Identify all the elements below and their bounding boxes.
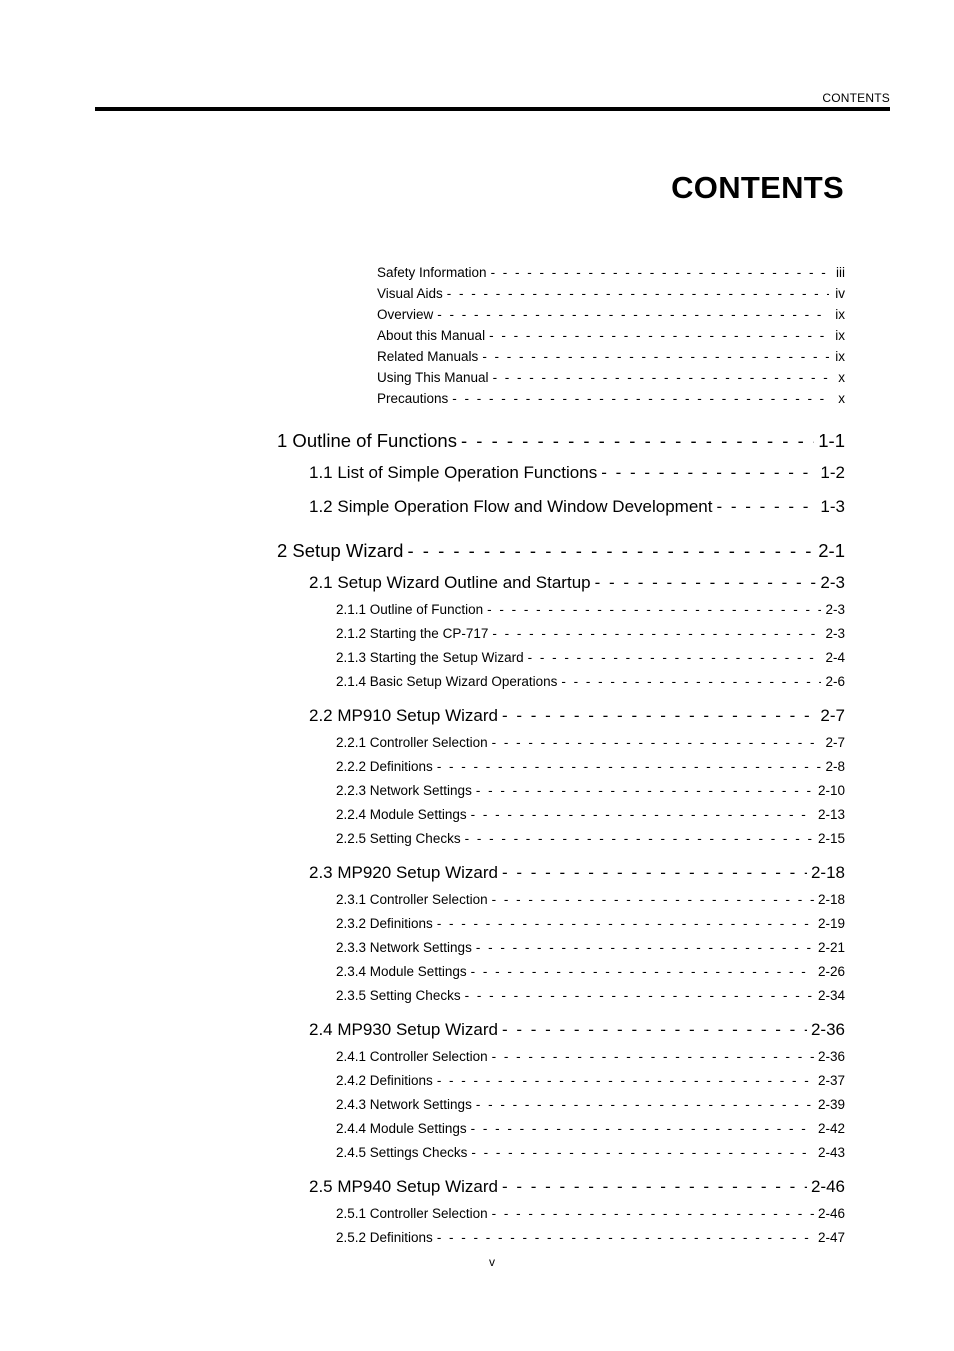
front-matter-entry-page-number: ix <box>835 349 845 364</box>
section-entry[interactable] <box>309 1020 845 1040</box>
front-matter-entry[interactable] <box>377 328 845 343</box>
dot-leader <box>471 1145 814 1160</box>
page-title: CONTENTS <box>671 170 844 205</box>
front-matter-entry-label: Safety Information <box>377 265 487 280</box>
subsection-entry[interactable] <box>336 940 845 955</box>
subsection-entry-page-number: 2-10 <box>817 783 845 798</box>
dot-leader <box>407 540 814 562</box>
subsection-entry-label: 2.4.4 Module Settings <box>336 1121 467 1136</box>
subsection-entry-page-number: 2-13 <box>817 807 845 822</box>
dot-leader <box>491 265 829 280</box>
section-entry-label: 1.1 List of Simple Operation Functions <box>309 463 598 482</box>
front-matter-entry[interactable] <box>377 391 845 406</box>
section-entry[interactable] <box>309 863 845 883</box>
dot-leader <box>489 328 829 343</box>
dot-leader <box>502 1177 807 1197</box>
subsection-entry-label: 2.4.1 Controller Selection <box>336 1049 488 1064</box>
dot-leader <box>502 1020 807 1040</box>
subsection-entry-page-number: 2-4 <box>825 650 845 665</box>
dot-leader <box>601 463 816 483</box>
dot-leader <box>437 916 814 931</box>
chapter-entry[interactable] <box>277 540 845 562</box>
section-entry-label: 2.4 MP930 Setup Wizard <box>309 1020 498 1039</box>
subsection-entry-page-number: 2-34 <box>817 988 845 1003</box>
subsection-entry-label: 2.5.2 Definitions <box>336 1230 433 1245</box>
subsection-entry[interactable] <box>336 650 845 665</box>
subsection-entry[interactable] <box>336 674 845 689</box>
subsection-entry-page-number: 2-37 <box>817 1073 845 1088</box>
dot-leader <box>482 349 829 364</box>
dot-leader <box>492 1206 814 1221</box>
section-entry-label: 2.1 Setup Wizard Outline and Startup <box>309 573 591 592</box>
section-entry-page-number: 2-3 <box>820 573 845 592</box>
chapter-entry-page-number: 2-1 <box>818 540 845 561</box>
subsection-entry-page-number: 2-7 <box>825 735 845 750</box>
chapter-entry-label: 2 Setup Wizard <box>277 540 404 561</box>
dot-leader <box>493 370 829 385</box>
subsection-entry-page-number: 2-21 <box>817 940 845 955</box>
subsection-entry[interactable] <box>336 783 845 798</box>
dot-leader <box>452 391 829 406</box>
page-folio: v <box>489 1255 495 1269</box>
dot-leader <box>471 1121 814 1136</box>
subsection-entry-page-number: 2-47 <box>817 1230 845 1245</box>
subsection-entry[interactable] <box>336 1073 845 1088</box>
dot-leader <box>437 307 829 322</box>
subsection-entry-label: 2.3.2 Definitions <box>336 916 433 931</box>
subsection-entry-label: 2.2.5 Setting Checks <box>336 831 461 846</box>
subsection-entry[interactable] <box>336 626 845 641</box>
subsection-entry-page-number: 2-3 <box>825 602 845 617</box>
subsection-entry[interactable] <box>336 759 845 774</box>
front-matter-entry-page-number: x <box>838 370 845 385</box>
front-matter-entry[interactable] <box>377 370 845 385</box>
subsection-entry-page-number: 2-8 <box>825 759 845 774</box>
section-entry-page-number: 2-46 <box>810 1177 845 1196</box>
subsection-entry[interactable] <box>336 807 845 822</box>
subsection-entry-label: 2.4.5 Settings Checks <box>336 1145 468 1160</box>
subsection-entry-page-number: 2-46 <box>817 1206 845 1221</box>
dot-leader <box>437 759 822 774</box>
dot-leader <box>716 497 816 517</box>
section-entry-page-number: 1-2 <box>820 463 845 482</box>
subsection-entry-page-number: 2-15 <box>817 831 845 846</box>
front-matter-entry-page-number: ix <box>835 307 845 322</box>
section-entry-label: 2.3 MP920 Setup Wizard <box>309 863 498 882</box>
subsection-entry-page-number: 2-26 <box>817 964 845 979</box>
subsection-entry[interactable] <box>336 831 845 846</box>
dot-leader <box>528 650 822 665</box>
dot-leader <box>476 1097 814 1112</box>
subsection-entry-page-number: 2-3 <box>825 626 845 641</box>
section-entry-page-number: 2-7 <box>820 706 845 725</box>
section-entry-page-number: 2-18 <box>810 863 845 882</box>
dot-leader <box>492 735 822 750</box>
dot-leader <box>502 706 816 726</box>
subsection-entry-label: 2.2.4 Module Settings <box>336 807 467 822</box>
front-matter-entry[interactable] <box>377 286 845 301</box>
dot-leader <box>492 892 814 907</box>
subsection-entry-label: 2.4.3 Network Settings <box>336 1097 472 1112</box>
dot-leader <box>471 807 814 822</box>
subsection-entry-label: 2.1.3 Starting the Setup Wizard <box>336 650 524 665</box>
section-entry[interactable] <box>309 573 845 593</box>
front-matter-entry-label: Precautions <box>377 391 449 406</box>
section-entry-page-number: 2-36 <box>810 1020 845 1039</box>
subsection-entry[interactable] <box>336 1097 845 1112</box>
dot-leader <box>476 783 814 798</box>
front-matter-entry-label: About this Manual <box>377 328 486 343</box>
subsection-entry[interactable] <box>336 916 845 931</box>
subsection-entry-label: 2.3.5 Setting Checks <box>336 988 461 1003</box>
front-matter-entry-page-number: iv <box>835 286 845 301</box>
subsection-entry-page-number: 2-36 <box>817 1049 845 1064</box>
dot-leader <box>461 430 814 452</box>
front-matter-entry-page-number: iii <box>836 265 845 280</box>
section-entry-label: 2.2 MP910 Setup Wizard <box>309 706 498 725</box>
subsection-entry[interactable] <box>336 602 845 617</box>
dot-leader <box>465 988 814 1003</box>
subsection-entry-page-number: 2-6 <box>825 674 845 689</box>
subsection-entry[interactable] <box>336 1121 845 1136</box>
subsection-entry[interactable] <box>336 735 845 750</box>
dot-leader <box>471 964 814 979</box>
subsection-entry[interactable] <box>336 964 845 979</box>
subsection-entry-label: 2.3.4 Module Settings <box>336 964 467 979</box>
dot-leader <box>476 940 814 955</box>
subsection-entry-label: 2.3.1 Controller Selection <box>336 892 488 907</box>
front-matter-entry-page-number: ix <box>835 328 845 343</box>
dot-leader <box>595 573 817 593</box>
section-entry-label: 1.2 Simple Operation Flow and Window Development <box>309 497 713 516</box>
subsection-entry-label: 2.1.1 Outline of Function <box>336 602 484 617</box>
chapter-entry-label: 1 Outline of Functions <box>277 430 457 451</box>
dot-leader <box>487 602 821 617</box>
subsection-entry-label: 2.2.2 Definitions <box>336 759 433 774</box>
section-entry[interactable] <box>309 497 845 517</box>
front-matter-entry-label: Related Manuals <box>377 349 479 364</box>
subsection-entry-page-number: 2-19 <box>817 916 845 931</box>
subsection-entry-page-number: 2-39 <box>817 1097 845 1112</box>
section-entry-label: 2.5 MP940 Setup Wizard <box>309 1177 498 1196</box>
chapter-entry-page-number: 1-1 <box>818 430 845 451</box>
section-entry[interactable] <box>309 706 845 726</box>
chapter-entry[interactable] <box>277 430 845 452</box>
subsection-entry-label: 2.1.2 Starting the CP-717 <box>336 626 489 641</box>
subsection-entry[interactable] <box>336 1230 845 1245</box>
subsection-entry-page-number: 2-43 <box>817 1145 845 1160</box>
subsection-entry-label: 2.4.2 Definitions <box>336 1073 433 1088</box>
dot-leader <box>492 626 821 641</box>
subsection-entry-label: 2.2.1 Controller Selection <box>336 735 488 750</box>
front-matter-entry-label: Overview <box>377 307 434 322</box>
subsection-entry-page-number: 2-42 <box>817 1121 845 1136</box>
subsection-entry-label: 2.1.4 Basic Setup Wizard Operations <box>336 674 558 689</box>
dot-leader <box>502 863 807 883</box>
front-matter-entry[interactable] <box>377 349 845 364</box>
dot-leader <box>492 1049 814 1064</box>
subsection-entry-label: 2.5.1 Controller Selection <box>336 1206 488 1221</box>
subsection-entry-label: 2.2.3 Network Settings <box>336 783 472 798</box>
dot-leader <box>437 1073 814 1088</box>
subsection-entry-page-number: 2-18 <box>817 892 845 907</box>
dot-leader <box>437 1230 814 1245</box>
front-matter-entry-label: Visual Aids <box>377 286 443 301</box>
running-head: CONTENTS <box>822 91 890 105</box>
subsection-entry[interactable] <box>336 1145 845 1160</box>
dot-leader <box>465 831 814 846</box>
front-matter-entry[interactable] <box>377 307 845 322</box>
subsection-entry[interactable] <box>336 1206 845 1221</box>
section-entry-page-number: 1-3 <box>820 497 845 516</box>
subsection-entry-label: 2.3.3 Network Settings <box>336 940 472 955</box>
section-entry[interactable] <box>309 463 845 483</box>
subsection-entry[interactable] <box>336 988 845 1003</box>
front-matter-entry-label: Using This Manual <box>377 370 489 385</box>
dot-leader <box>447 286 829 301</box>
front-matter-entry-page-number: x <box>838 391 845 406</box>
section-entry[interactable] <box>309 1177 845 1197</box>
subsection-entry[interactable] <box>336 892 845 907</box>
subsection-entry[interactable] <box>336 1049 845 1064</box>
dot-leader <box>561 674 821 689</box>
front-matter-entry[interactable] <box>377 265 845 280</box>
